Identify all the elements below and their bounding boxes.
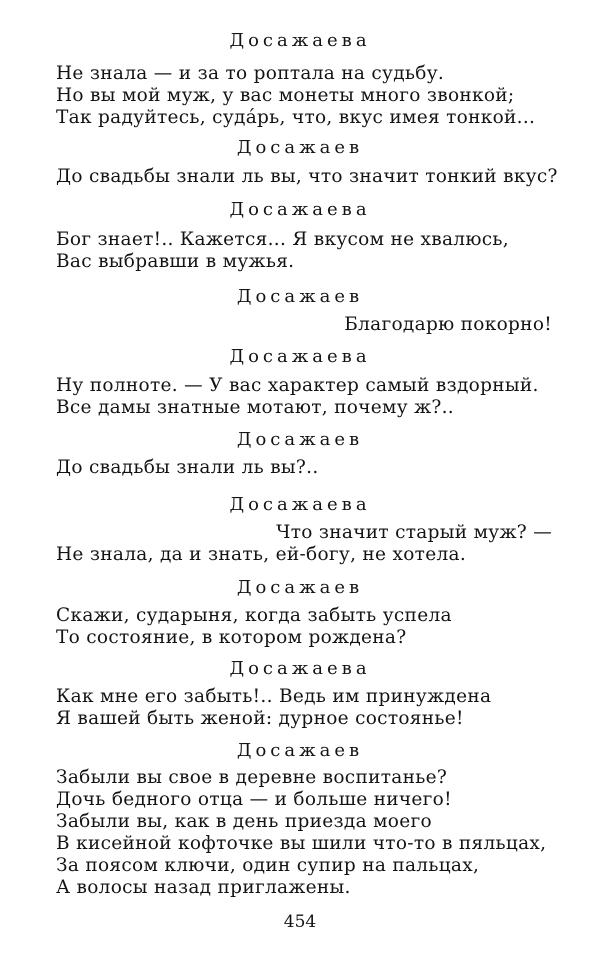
verse-line: Бог знает!.. Кажется... Я вкусом не хвалюсь, — [56, 229, 509, 250]
verse-line: Что значит старый муж? — — [276, 522, 552, 543]
verse-line: Дочь бедного отца — и больше ничего! — [56, 789, 452, 810]
verse-line: Ну полноте. — У вас характер самый вздорный. — [56, 375, 539, 396]
page-number: 454 — [283, 912, 317, 932]
verse-line: Благодарю покорно! — [344, 314, 552, 335]
verse-line: Но вы мой муж, у вас монеты много звонкой; — [56, 85, 515, 106]
speaker-name: Досажаева — [229, 346, 371, 367]
verse-line: Как мне его забыть!.. Ведь им принуждена — [56, 686, 492, 707]
speaker-name: Досажаева — [229, 494, 371, 515]
speaker-name: Досажаева — [229, 658, 371, 679]
speaker-name: Досажаев — [236, 740, 364, 761]
speaker-name: Досажаев — [236, 137, 364, 158]
verse-line: Так радуйтесь, суда́рь, что, вкус имея тонкой... — [56, 107, 536, 128]
speaker-name: Досажаев — [236, 429, 364, 450]
verse-line: Не знала — и за то роптала на судьбу. — [56, 63, 445, 84]
verse-line: Забыли вы, как в день приезда моего — [56, 811, 432, 832]
verse-line: Я вашей быть женой: дурное состоянье! — [56, 708, 464, 729]
verse-line: За поясом ключи, один супир на пальцах, — [56, 855, 480, 876]
speaker-name: Досажаев — [236, 286, 364, 307]
verse-line: До свадьбы знали ль вы, что значит тонкий вкус? — [56, 166, 558, 187]
verse-line: Скажи, сударыня, когда забыть успела — [56, 605, 452, 626]
verse-line: Не знала, да и знать, ей-богу, не хотела. — [56, 544, 467, 565]
verse-line: В кисейной кофточке вы шили что-то в пяльцах, — [56, 833, 547, 854]
verse-line: Забыли вы свое в деревне воспитанье? — [56, 767, 448, 788]
speaker-name: Досажаев — [236, 577, 364, 598]
verse-line: Вас выбравши в мужья. — [56, 251, 295, 272]
verse-line: До свадьбы знали ль вы?.. — [56, 457, 319, 478]
speaker-name: Досажаева — [229, 30, 371, 51]
verse-line: То состояние, в котором рождена? — [56, 627, 407, 648]
verse-line: А волосы назад приглажены. — [56, 877, 351, 898]
verse-line: Все дамы знатные мотают, почему ж?.. — [56, 397, 454, 418]
speaker-name: Досажаева — [229, 199, 371, 220]
